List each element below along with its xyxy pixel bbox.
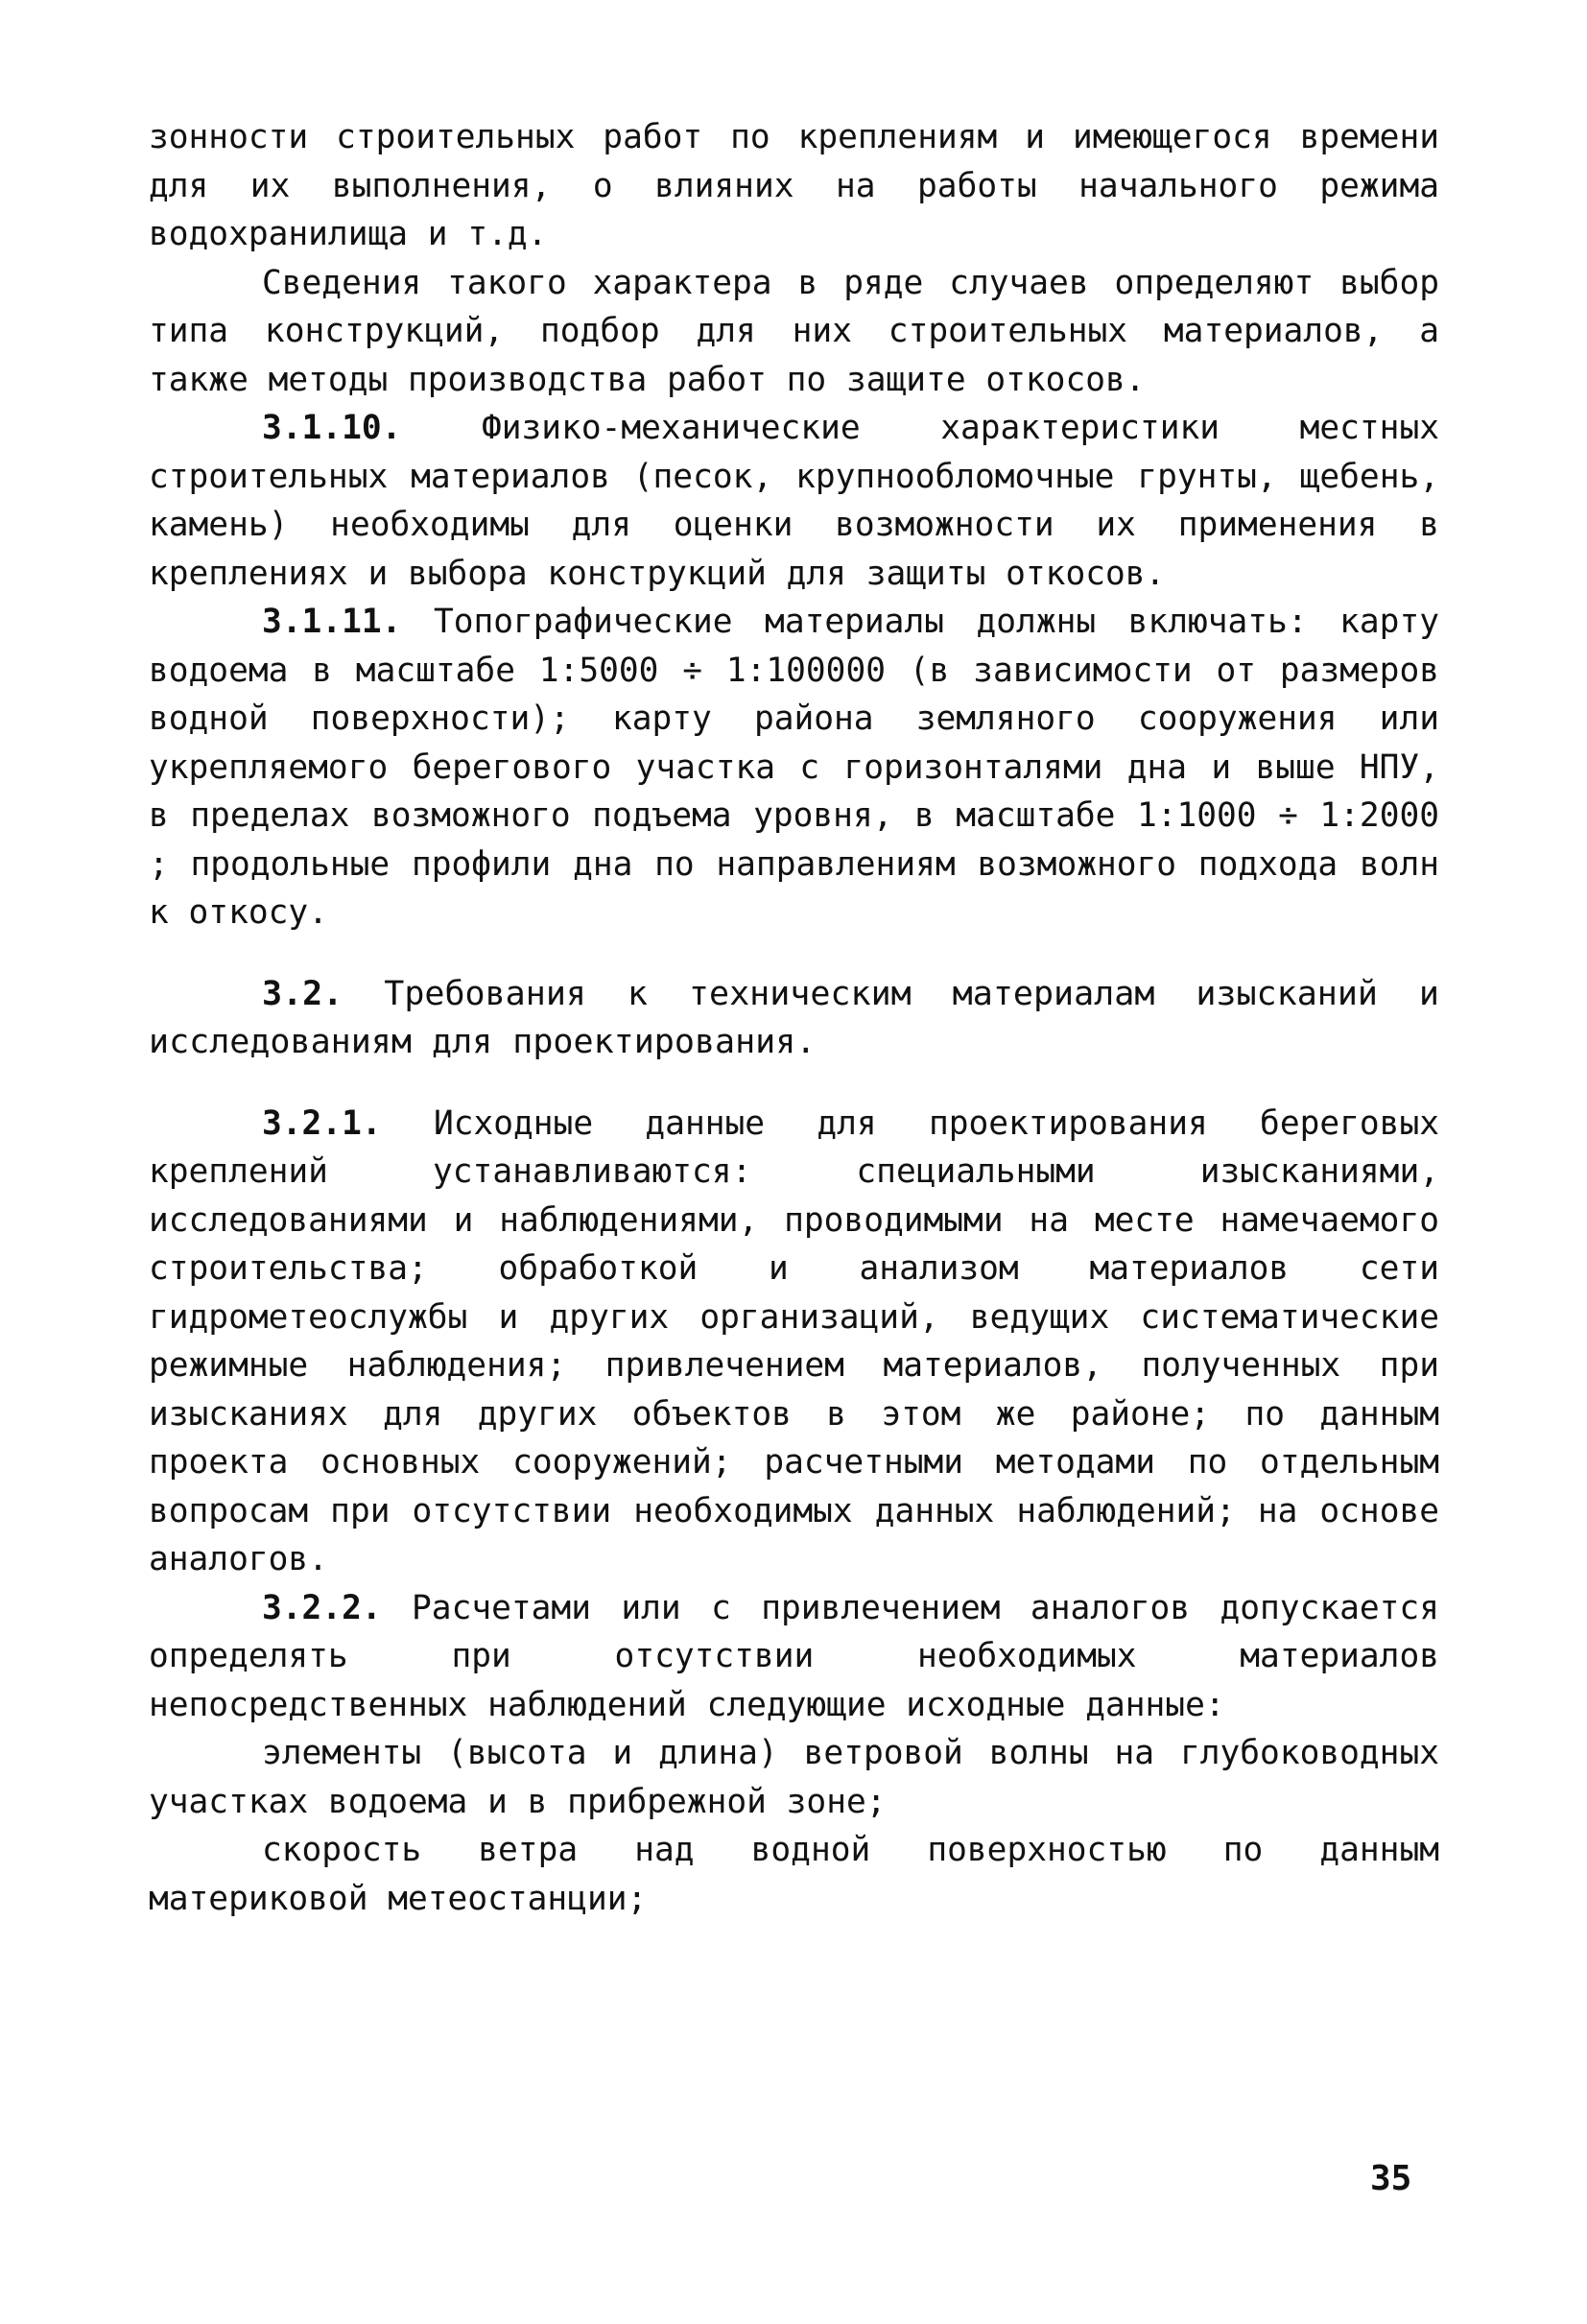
section-number: 3.1.11. — [262, 603, 402, 641]
section-heading-3-2 — [149, 970, 1439, 1067]
section-number: 3.1.10. — [262, 409, 402, 447]
paragraph-3-1-11 — [149, 598, 1439, 937]
paragraph-3-2-1 — [149, 1100, 1439, 1584]
section-number: 3.2. — [262, 974, 343, 1013]
paragraph-text: Исходные данные для проектирования береговых креплений устанавливаются: специальными изысканиями, исследованиями и наблюдениями, проводимыми на месте намечаемого строительства; обработкой и анализом материалов сети гидрометеослужбы и других организаций, ведущих систематические режимные наблюдения; привлечением материалов, полученных при изысканиях для других объектов в этом же районе; по данным проекта основных сооружений; расчетными методами по отдельным вопросам при отсутствии необходимых данных наблюдений; на основе аналогов. — [149, 1103, 1439, 1578]
paragraph-text: Расчетами или с привлечением аналогов допускается определять при отсутствии необходимых материалов непосредственных наблюдений следующие исходные данные: — [149, 1588, 1439, 1724]
list-item-wave-elements: элементы (высота и длина) ветровой волны на глубоководных участках водоема и в прибрежной зоне; — [149, 1734, 1439, 1821]
paragraph-text: Физико-механические характеристики местных строительных материалов (песок, крупнообломочные грунты, щебень, камень) необходимы для оценки возможности их применения в креплениях и выбора конструкций для защиты откосов. — [149, 409, 1439, 593]
paragraph-text: Топографические материалы должны включать: карту водоема в масштабе 1:5000 ÷ 1:100000 (в зависимости от размеров водной поверхности); карту района земляного сооружения или укрепляемого берегового участка с горизонталями дна и выше НПУ, в пределах возможного подъема уровня, в масштабе 1:1000 ÷ 1:2000 ; продольные профили дна по направлениям возможного подхода волн к откосу. — [149, 603, 1439, 932]
paragraph-info-character: Сведения такого характера в ряде случаев определяют выбор типа конструкций, подбор для них строительных материалов, а также методы производства работ по защите откосов. — [149, 263, 1439, 399]
paragraph-continuation: зонности строительных работ по креплениям и имеющегося времени для их выполнения, о влияних на работы начального режима водохранилища и т.д. — [149, 118, 1439, 253]
paragraph-3-2-2 — [149, 1584, 1439, 1730]
section-number: 3.2.1. — [262, 1103, 382, 1143]
heading-text: Требования к техническим материалам изысканий и исследованиям для проектирования. — [149, 974, 1439, 1061]
document-page — [149, 113, 1439, 1923]
paragraph-3-1-10 — [149, 404, 1439, 598]
page-number: 35 — [1370, 2159, 1412, 2198]
list-item-wind-speed: скорость ветра над водной поверхностью по данным материковой метеостанции; — [149, 1831, 1439, 1918]
section-number: 3.2.2. — [262, 1588, 382, 1627]
